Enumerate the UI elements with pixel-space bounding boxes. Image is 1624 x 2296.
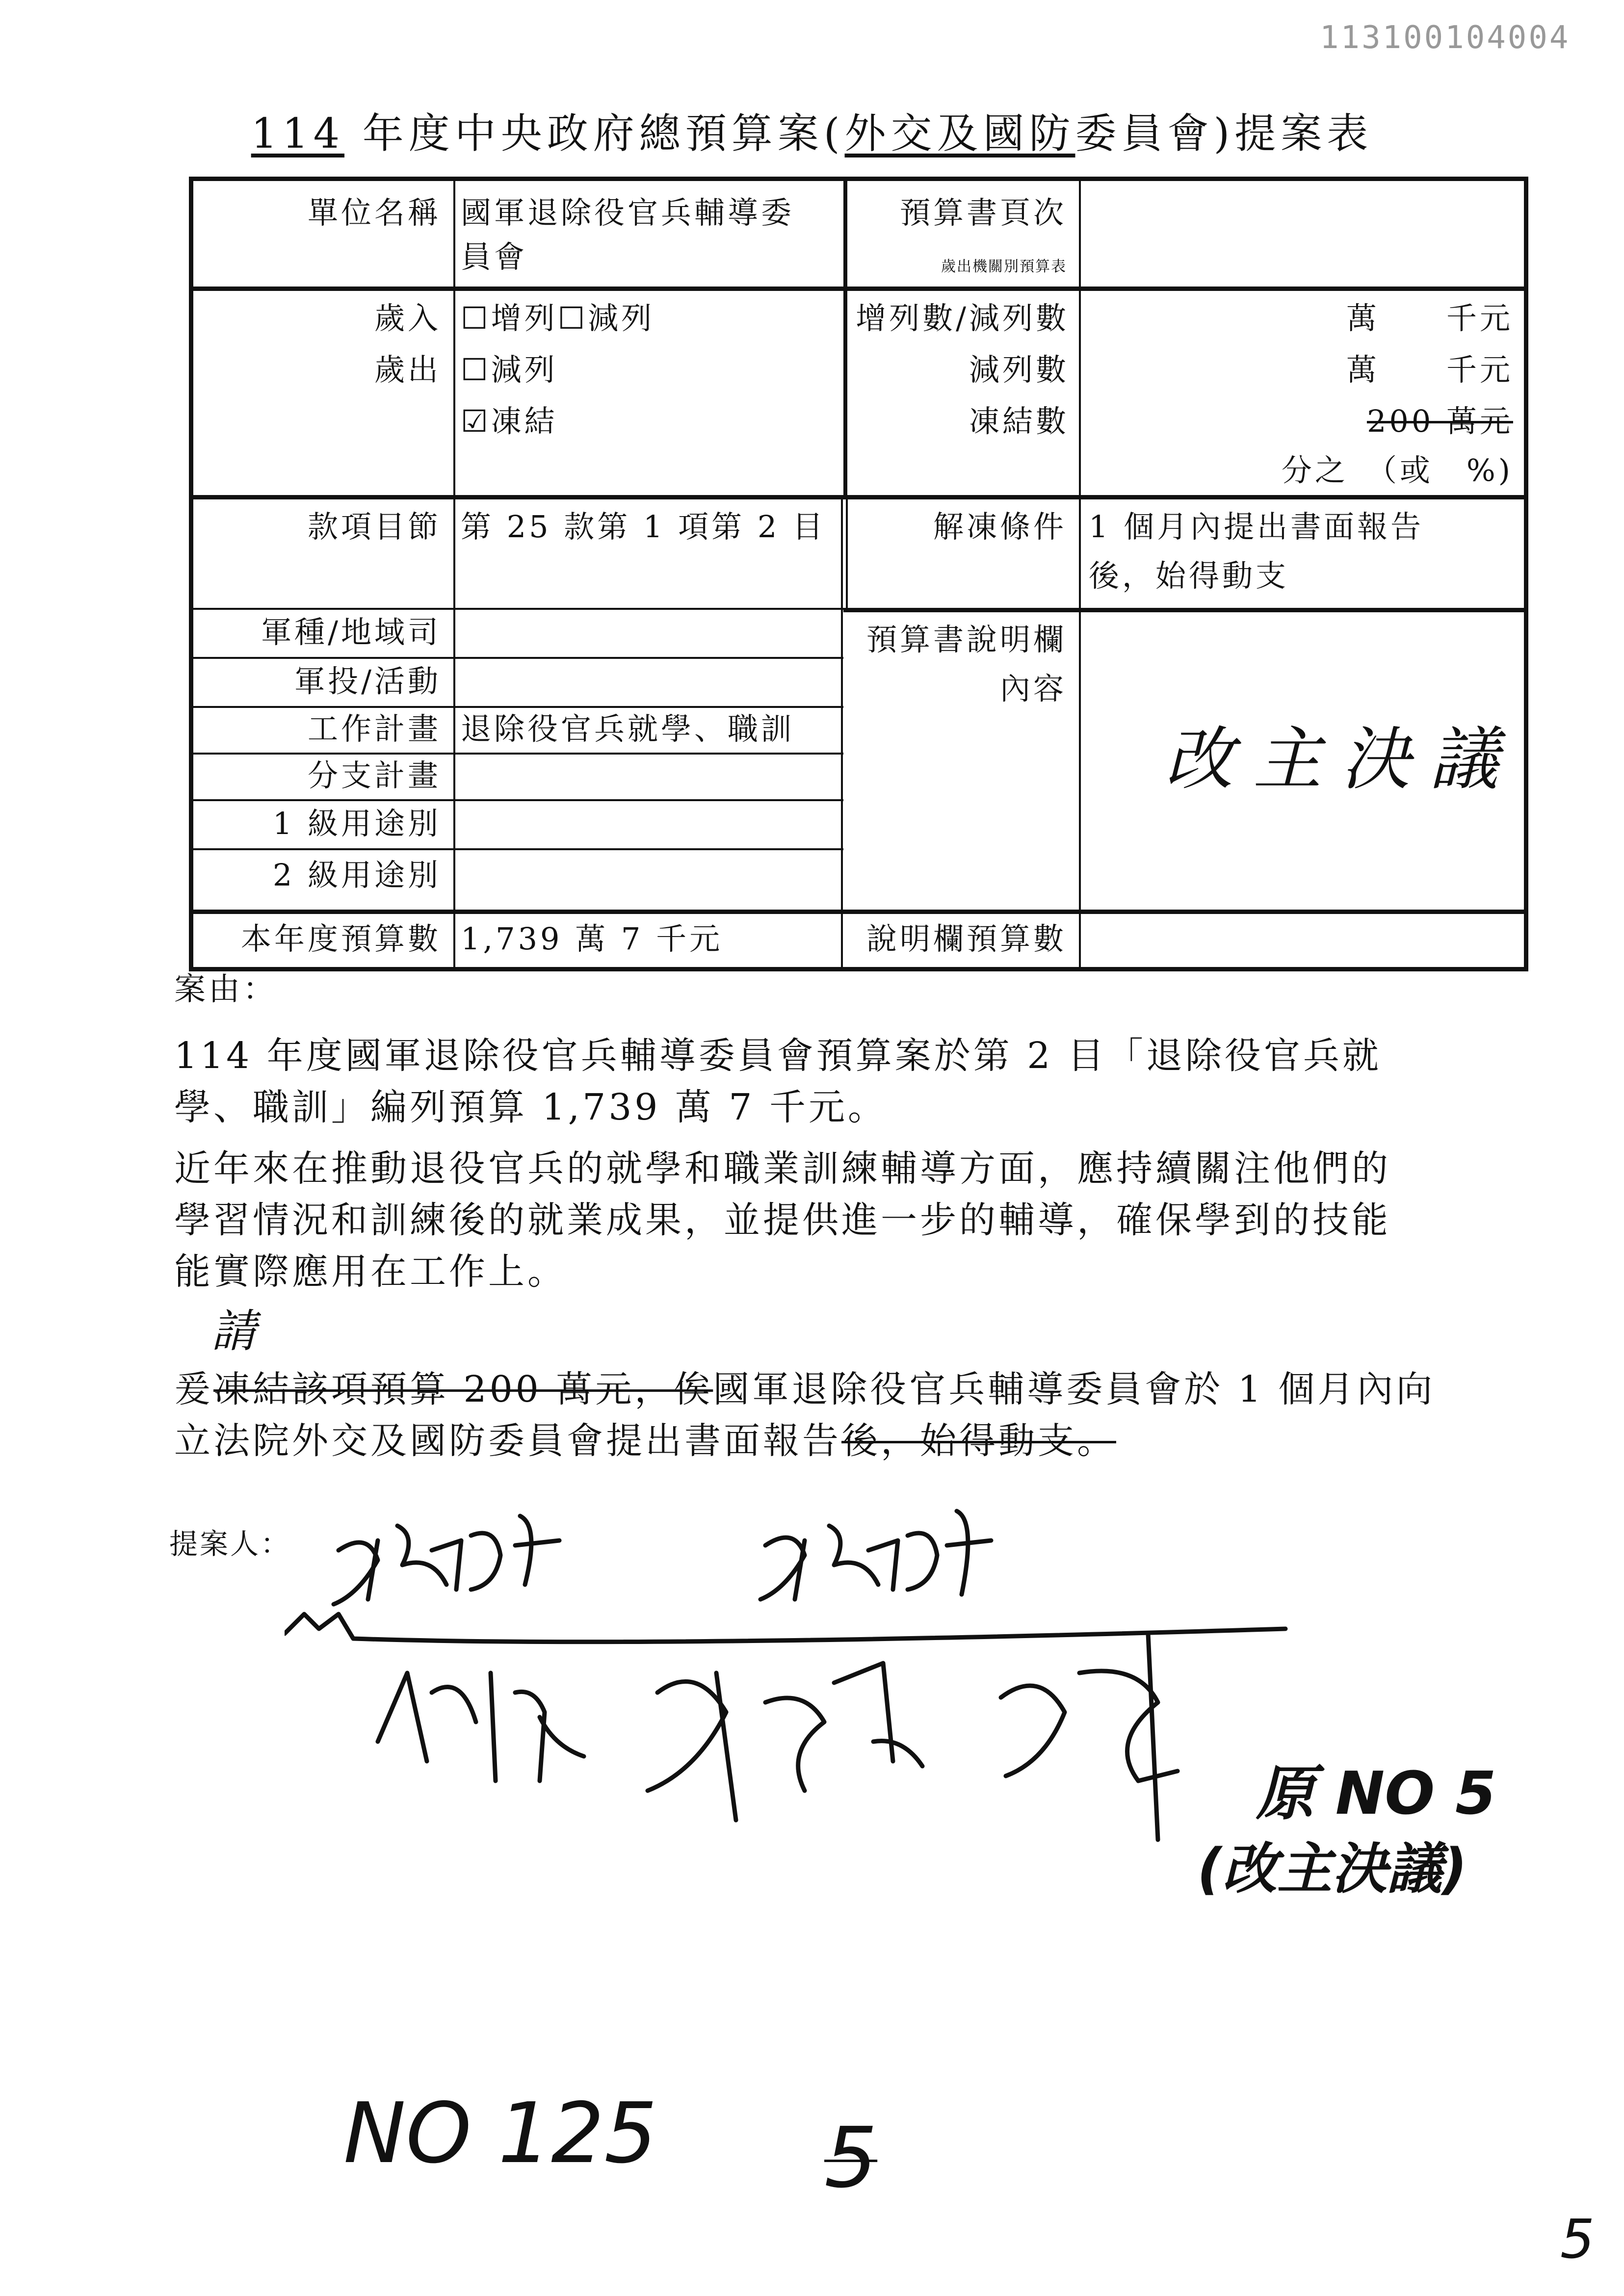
corner-page-number: 5 (1560, 2208, 1595, 2270)
row-divider (193, 910, 1524, 914)
freeze-value: 200 萬元 (1366, 403, 1513, 439)
freeze-fraction: 分之 （或 %) (1281, 452, 1513, 488)
freeze-label: 凍結數 (969, 403, 1069, 439)
document-stamp-number: 113100104004 (1320, 20, 1571, 56)
signature-5 (1001, 1634, 1178, 1840)
revenue-label: 歲入 (374, 300, 441, 336)
revenue-options-checkboxes: ☐增列☐減列 (461, 300, 655, 336)
plan-value: 退除役官兵就學、職訓 (461, 711, 795, 747)
amount-inc-label: 增列數/減列數 (856, 300, 1069, 336)
annotation-change-resolution: (改主決議) (1197, 1837, 1467, 1901)
use2-label: 2 級用途別 (272, 857, 441, 893)
col-divider (846, 495, 848, 608)
case-para2-line1: 近年來在推動退役官兵的就學和職業訓練輔導方面，應持續關注他們的 (174, 1148, 1391, 1190)
amount-red-label: 減列數 (969, 352, 1069, 388)
row-divider (193, 657, 843, 659)
expense-freeze-checkbox: ☑凍結 (461, 403, 558, 439)
plan-label: 工作計畫 (307, 711, 441, 747)
proposer-label: 提案人： (169, 1527, 291, 1561)
page-label: 預算書頁次 (899, 195, 1067, 231)
amount-inc-value: 萬 千元 (1346, 300, 1513, 336)
case-para3-line1 (174, 1364, 1435, 1415)
case-para2-line3: 能實際應用在工作上。 (174, 1251, 567, 1293)
budget-value: 1,739 萬 7 千元 (461, 921, 723, 957)
signature-1 (334, 1516, 559, 1604)
col-divider (453, 181, 455, 971)
title-pre: 年度中央政府總預算案( (344, 109, 845, 157)
col-divider (1079, 181, 1081, 971)
military-label: 軍種/地域司 (261, 614, 441, 650)
item-label: 款項目節 (307, 509, 441, 545)
col-divider (841, 495, 843, 971)
row-divider (193, 848, 843, 850)
annotation-original-no: 原 NO 5 (1256, 1760, 1496, 1828)
row-divider (193, 608, 843, 610)
para3-lead: 爰 (174, 1368, 213, 1410)
row-divider (843, 608, 1524, 612)
case-para1-line1: 114 年度國軍退除役官兵輔導委員會預算案於第 2 目「退除役官兵就 (174, 1035, 1382, 1077)
expense-label: 歲出 (374, 352, 441, 388)
page-title (0, 101, 1624, 160)
case-para2-line2: 學習情況和訓練後的就業成果，並提供進一步的輔導，確保學到的技能 (174, 1199, 1391, 1241)
budget-label: 本年度預算數 (240, 921, 441, 957)
para3-struck-text: 凍結該項預算 200 萬元，俟 (213, 1368, 713, 1410)
unfreeze-label: 解凍條件 (933, 509, 1067, 545)
case-para3-line2 (174, 1415, 1116, 1466)
signature-line (285, 1614, 1285, 1642)
row-divider (193, 495, 1524, 499)
para3-struck-tail: 後，始得動支。 (841, 1420, 1116, 1462)
activity-label: 軍投/活動 (294, 663, 441, 699)
desc-handwritten-note: 改主決議 (1165, 720, 1519, 800)
item-value: 第 25 款第 1 項第 2 目 (461, 509, 826, 545)
signature-4 (648, 1663, 922, 1820)
desc-budget-label: 說明欄預算數 (866, 921, 1067, 957)
case-label: 案由： (174, 971, 277, 1008)
unit-label: 單位名稱 (307, 195, 441, 231)
signature-3 (378, 1673, 584, 1781)
title-year: 114 (251, 109, 345, 157)
proposal-number: NO 125 (343, 2085, 657, 2182)
page-sublabel: 歲出機關別預算表 (941, 258, 1067, 275)
expense-reduce-checkbox: ☐減列 (461, 352, 558, 388)
inserted-word-handwritten: 請 (211, 1305, 257, 1357)
proposal-form-table (189, 177, 1528, 971)
use1-label: 1 級用途別 (272, 806, 441, 841)
para3-line2-text: 立法院外交及國防委員會提出書面報告 (174, 1420, 841, 1462)
subplan-label: 分支計畫 (307, 757, 441, 793)
unfreeze-value: 1 個月內提出書面報告 (1089, 509, 1424, 545)
unit-value-cont: 員會 (461, 239, 528, 275)
signature-2 (760, 1511, 991, 1599)
title-committee: 外交及國防 (844, 109, 1075, 157)
case-para1-line2: 學、職訓」編列預算 1,739 萬 7 千元。 (174, 1086, 888, 1128)
title-post: 委員會)提案表 (1075, 109, 1373, 157)
unfreeze-value-cont: 後，始得動支 (1089, 558, 1289, 594)
amount-red-value: 萬 千元 (1346, 352, 1513, 388)
struck-page-number: 5 (824, 2110, 878, 2207)
para3-main: 國軍退除役官兵輔導委員會於 1 個月內向 (713, 1368, 1436, 1410)
col-divider (843, 181, 847, 495)
desc-label-cont: 內容 (999, 671, 1067, 706)
desc-label: 預算書說明欄 (866, 622, 1067, 657)
unit-value: 國軍退除役官兵輔導委 (461, 195, 795, 231)
row-divider (193, 799, 843, 801)
